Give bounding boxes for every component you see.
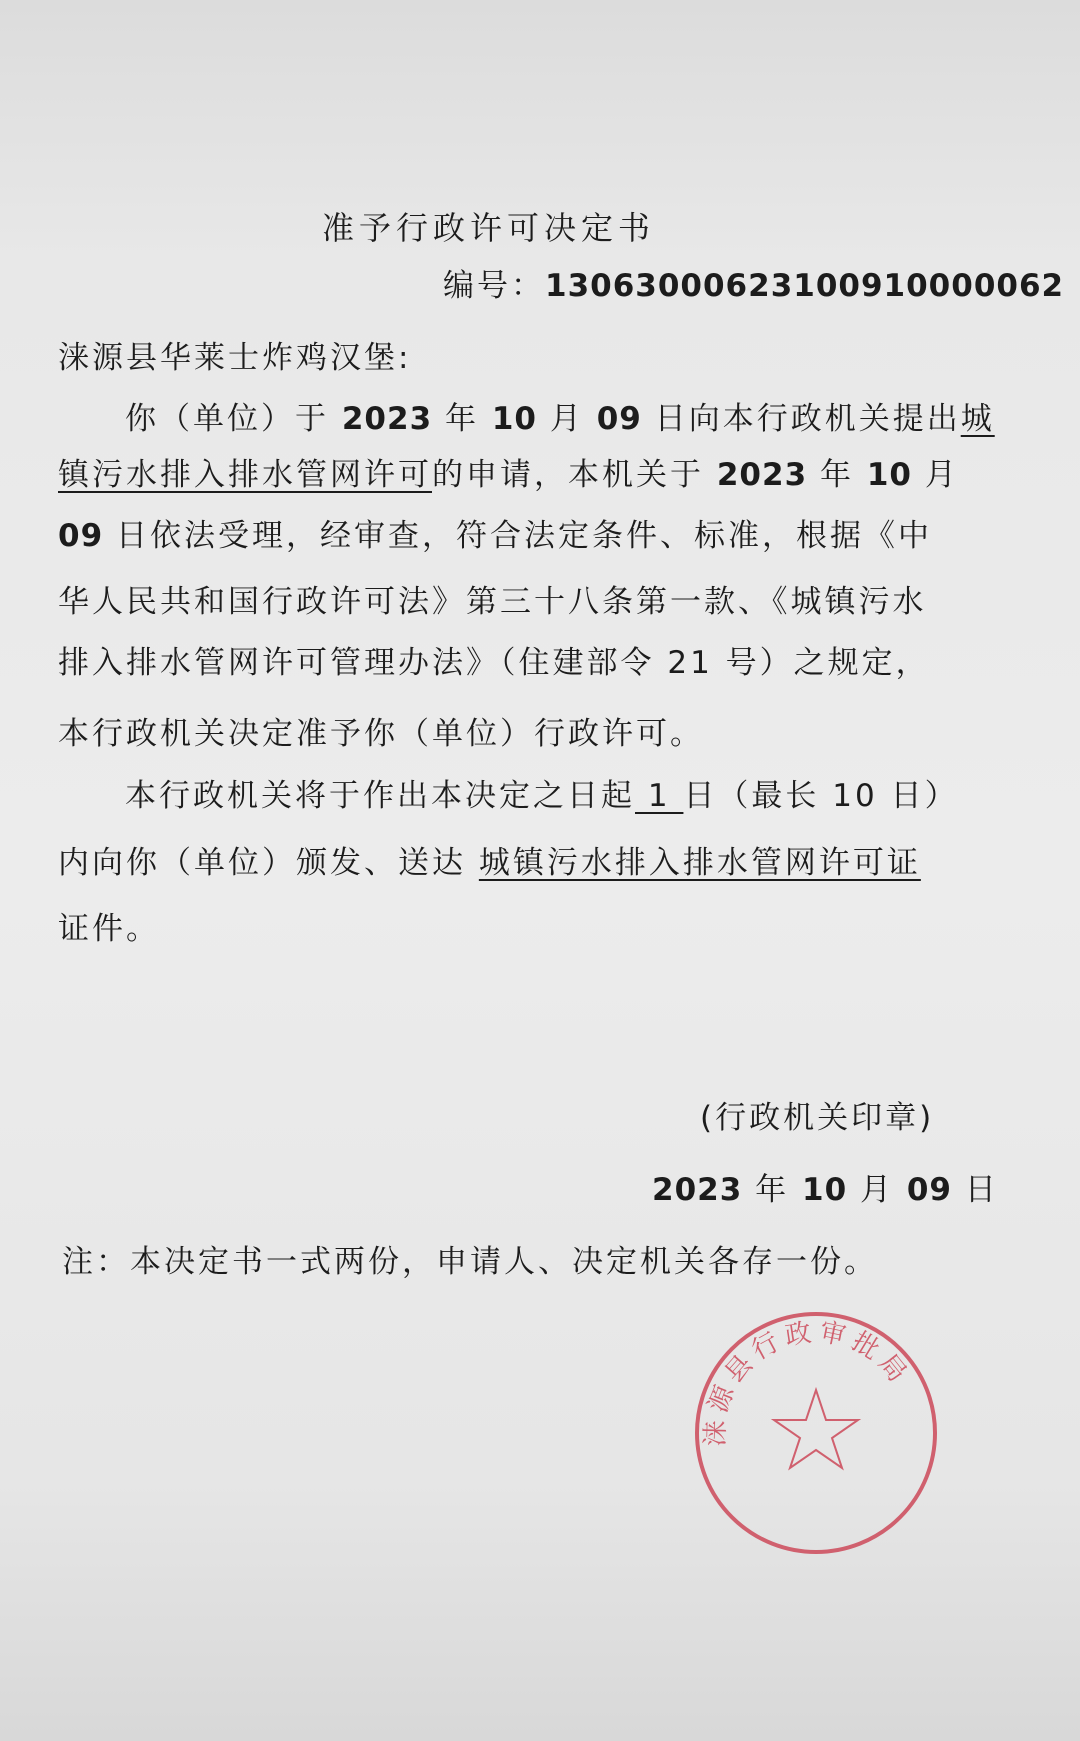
document-number — [443, 260, 1064, 305]
official-seal — [693, 1310, 939, 1556]
text: 内向你（单位）颁发、送达 — [58, 845, 479, 881]
certificate-name: 城镇污水排入排水管网许可证 — [478, 845, 921, 881]
text: 月 — [912, 457, 959, 493]
text: 日向本行政机关提出 — [641, 401, 961, 437]
date-day: 09 — [906, 1172, 952, 1208]
document-title: 准予行政许可决定书 — [322, 209, 656, 247]
text: 的申请，本机关于 — [432, 457, 717, 493]
date-year: 2023 — [716, 457, 808, 493]
permit-type: 城 — [960, 401, 995, 437]
number-label: 编号： — [443, 268, 545, 304]
text: 年 — [742, 1172, 802, 1208]
seal-label: (行政机关印章) — [700, 1100, 935, 1136]
text: 日依法受理，经审查，符合法定条件、标准，根据《中 — [103, 518, 932, 554]
date-month: 10 — [866, 457, 912, 493]
date-year: 2023 — [341, 401, 433, 437]
text: 年 — [807, 457, 867, 493]
text: 月 — [847, 1172, 907, 1208]
text: 本行政机关将于作出本决定之日起 — [125, 778, 635, 814]
date-month: 10 — [491, 401, 537, 437]
date-day: 09 — [596, 401, 642, 437]
text-line: 本行政机关决定准予你（单位）行政许可。 — [58, 716, 704, 752]
date-month: 10 — [802, 1172, 848, 1208]
text: 月 — [537, 401, 597, 437]
decision-date — [652, 1164, 999, 1209]
text-line: 证件。 — [58, 911, 160, 947]
text: 年 — [432, 401, 492, 437]
addressee: 涞源县华莱士炸鸡汉堡: — [58, 340, 412, 376]
seal-star-icon — [774, 1390, 858, 1468]
seal-text: 涞源县行政审批局 — [700, 1317, 916, 1447]
text-line: 华人民共和国行政许可法》第三十八条第一款、《城镇污水 — [58, 584, 927, 620]
number-value: 13063000623100910000062 — [545, 268, 1065, 304]
text: 日（最长 10 日） — [683, 778, 959, 814]
seal-ring — [697, 1314, 935, 1552]
date-day: 09 — [58, 518, 104, 554]
note: 注：本决定书一式两份，申请人、决定机关各存一份。 — [62, 1244, 878, 1280]
date-year: 2023 — [652, 1172, 743, 1208]
text: 日 — [952, 1172, 999, 1208]
text-line: 排入排水管网许可管理办法》（住建部令 21 号）之规定， — [58, 645, 930, 681]
permit-type: 镇污水排入排水管网许可 — [58, 457, 432, 493]
text: 你（单位）于 — [125, 401, 342, 437]
issue-days: 1 — [635, 778, 684, 814]
